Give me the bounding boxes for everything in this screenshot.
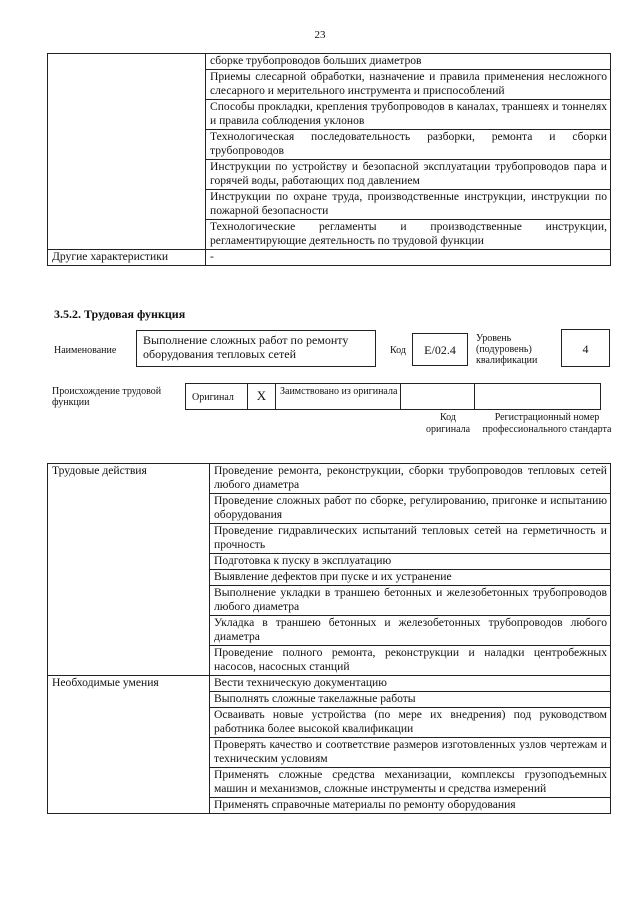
table-row [48, 250, 611, 266]
page-number: 23 [314, 29, 326, 41]
table-cell: Технологические регламенты и производственные инструкции, регламентирующие деятельность по трудовой функции [206, 220, 611, 250]
reg-number-cell [474, 383, 601, 410]
table-cell: Проведение сложных работ по сборке, регулированию, пригонке и испытанию оборудования [210, 494, 611, 524]
table-cell: Выявление дефектов при пуске и их устранение [210, 570, 611, 586]
table-cell: Способы прокладки, крепления трубопроводов в каналах, траншеях и тоннелях и правила соблюдения уклонов [206, 100, 611, 130]
table-row [48, 464, 611, 494]
function-name-box: Выполнение сложных работ по ремонту оборудования тепловых сетей [136, 330, 376, 367]
row-label-cell [48, 54, 206, 250]
table-cell: Проверять качество и соответствие размеров изготовленных узлов чертежам и техническим условиям [210, 738, 611, 768]
group-label-actions: Трудовые действия [48, 464, 210, 676]
table-cell: Применять сложные средства механизации, комплексы грузоподъемных машин и механизмов, сложные инструменты и средства измерений [210, 768, 611, 798]
knowledge-table-continued [47, 53, 611, 266]
labor-function-table [47, 463, 611, 814]
table-cell: Вести техническую документацию [210, 676, 611, 692]
group-label-skills: Необходимые умения [48, 676, 210, 814]
table-cell: Укладка в траншею бетонных и железобетонных трубопроводов любого диаметра [210, 616, 611, 646]
function-code-box: E/02.4 [412, 333, 468, 366]
borrowed-label: Заимствовано из оригинала [275, 383, 401, 410]
name-label: Наименование [54, 345, 117, 356]
table-cell: Приемы слесарной обработки, назначение и правила применения несложного слесарного и мерительного инструмента и приспособлений [206, 70, 611, 100]
table-cell: Выполнение укладки в траншею бетонных и железобетонных трубопроводов любого диаметра [210, 586, 611, 616]
table-row [48, 54, 611, 70]
row-label-cell: Другие характеристики [48, 250, 206, 266]
table-row [48, 676, 611, 692]
table-cell: Проведение ремонта, реконструкции, сборки трубопроводов тепловых сетей любого диаметра [210, 464, 611, 494]
table-cell: Проведение гидравлических испытаний тепловых сетей на герметичность и прочность [210, 524, 611, 554]
table-cell: Подготовка к пуску в эксплуатацию [210, 554, 611, 570]
table-cell: Инструкции по устройству и безопасной эксплуатации трубопроводов пара и горячей воды, работающих под давлением [206, 160, 611, 190]
table-cell: Осваивать новые устройства (по мере их внедрения) под руководством работника более высокой квалификации [210, 708, 611, 738]
original-mark: X [247, 383, 276, 410]
code-label: Код [390, 345, 406, 356]
original-label: Оригинал [185, 383, 248, 410]
level-value-box: 4 [561, 329, 610, 367]
table-cell: - [206, 250, 611, 266]
origin-label: Происхождение трудовой функции [52, 386, 162, 408]
origin-row [186, 383, 601, 410]
table-cell: Проведение полного ремонта, реконструкции и наладки центробежных насосов, насосных станций [210, 646, 611, 676]
code-caption: Код оригинала [425, 412, 471, 435]
table-cell: Выполнять сложные такелажные работы [210, 692, 611, 708]
table-cell: Технологическая последовательность разборки, ремонта и сборки трубопроводов [206, 130, 611, 160]
level-label: Уровень (подуровень) квалификации [476, 333, 538, 366]
table-cell: сборке трубопроводов больших диаметров [206, 54, 611, 70]
table-cell: Инструкции по охране труда, производственные инструкции, инструкции по пожарной безопасности [206, 190, 611, 220]
section-heading: 3.5.2. Трудовая функция [54, 307, 186, 321]
reg-caption: Регистрационный номер профессионального стандарта [482, 412, 612, 435]
original-code-cell [400, 383, 475, 410]
table-cell: Применять справочные материалы по ремонту оборудования [210, 798, 611, 814]
